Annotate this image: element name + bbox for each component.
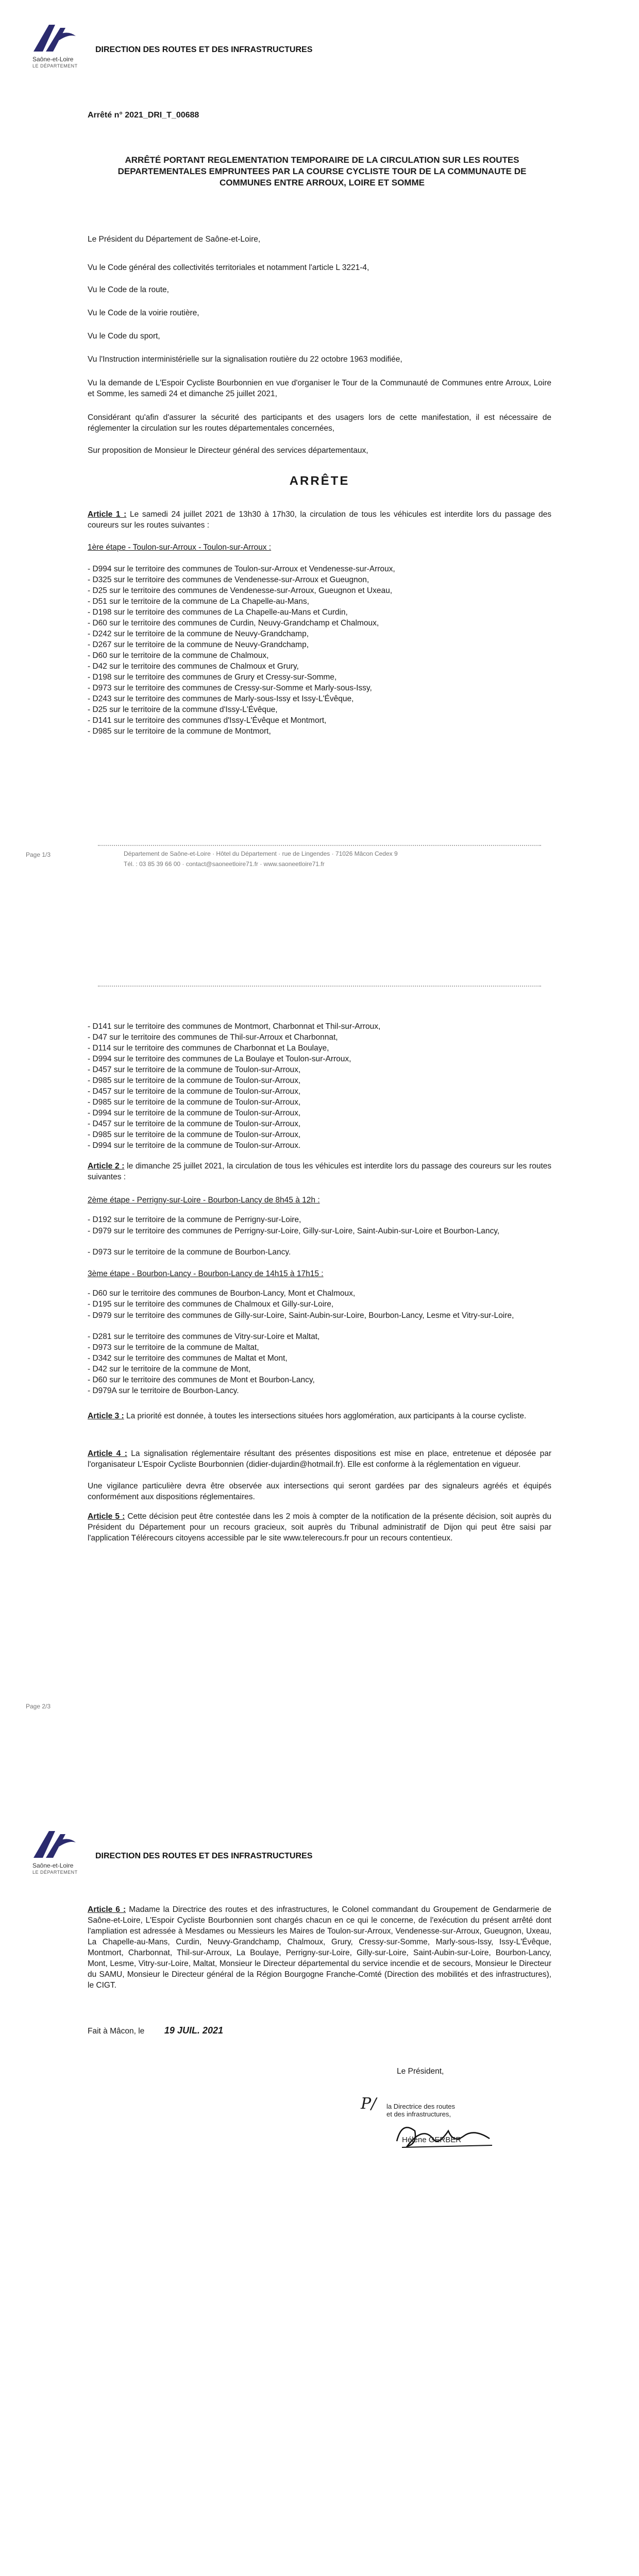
signature-stamp bbox=[386, 2103, 455, 2118]
road-item: - D242 sur le territoire de la commune de Neuvy-Grandchamp, bbox=[88, 630, 309, 638]
page-footer bbox=[26, 1697, 613, 1727]
article-3 bbox=[88, 1411, 551, 1421]
logo-name: Saône-et-Loire bbox=[32, 1862, 74, 1869]
page-header bbox=[28, 21, 611, 77]
logo-department: LE DÉPARTEMENT bbox=[32, 63, 78, 69]
article-3-label: Article 3 : bbox=[88, 1412, 124, 1420]
road-item: - D51 sur le territoire de la commune de La Chapelle-au-Mans, bbox=[88, 597, 309, 606]
road-item: - D60 sur le territoire des communes de Bourbon-Lancy, Mont et Chalmoux, bbox=[88, 1289, 356, 1298]
road-item: - D60 sur le territoire des communes de Mont et Bourbon-Lancy, bbox=[88, 1376, 315, 1384]
fait-a-label: Fait à Mâcon, le bbox=[88, 2027, 145, 2036]
footer-address: Département de Saône-et-Loire · Hôtel du Département · rue de Lingendes · 71026 Mâcon Cedex 9 bbox=[124, 850, 398, 857]
article-1-text: Le samedi 24 juillet 2021 de 13h30 à 17h30, la circulation de tous les véhicules est interdite lors du passage des coureurs sur les routes suivantes : bbox=[88, 510, 552, 530]
arrete-heading: ARRÊTE bbox=[289, 474, 350, 488]
decree-reference: Arrêté n° 2021_DRI_T_00688 bbox=[88, 111, 199, 120]
logo-name: Saône-et-Loire bbox=[32, 56, 74, 63]
road-item: - D195 sur le territoire des communes de Chalmoux et Gilly-sur-Loire, bbox=[88, 1300, 334, 1309]
article-6-text: Madame la Directrice des routes et des infrastructures, le Colonel commandant du Groupement de Gendarmerie de Saône-et-Loire, L'Espoir Cycliste Bourbonnien sont chargés chacun en ce qui le concerne, de l'exécution du présent arrêté dont l'ampliation est adressée à Mesdames ou Messieurs les Maires de Toulon-sur-Arroux, Vendenesse-sur-Arroux, Gueugnon, Uxeau, La Chapelle-au-Mans, Curdin, Neuvy-Grandchamp, Chalmoux, Grury, Cressy-sur-Somme, Marly-sous-Issy, Issy-L'Évêque, Montmort, Charbonnat, Thil-sur-Arroux, La Boulaye, Perrigny-sur-Loire, Gilly-sur-Loire, Saint-Aubin-sur-Loire, Bourbon-Lancy, Mont, Lesme, Vitry-sur-Loire, Maltat, Monsieur le Directeur départemental du service incendie et de secours, Monsieur le Directeur du SAMU, Monsieur le Directeur général de la Région Bourgogne Franche-Comté (Direction des mobilités et des infrastructures), le CIGT. bbox=[88, 1905, 552, 1990]
article-6-label: Article 6 : bbox=[88, 1905, 126, 1914]
per-procuration: P/ bbox=[361, 2095, 377, 2113]
road-item: - D198 sur le territoire des communes de Grury et Cressy-sur-Somme, bbox=[88, 673, 337, 682]
signature-date: 19 JUIL. 2021 bbox=[164, 2025, 223, 2036]
department-title: DIRECTION DES ROUTES ET DES INFRASTRUCTURES bbox=[95, 1852, 313, 1860]
road-item: - D42 sur le territoire des communes de Chalmoux et Grury, bbox=[88, 662, 299, 671]
road-item: - D281 sur le territoire des communes de Vitry-sur-Loire et Maltat, bbox=[88, 1332, 320, 1341]
article-2 bbox=[88, 1161, 551, 1182]
department-title: DIRECTION DES ROUTES ET DES INFRASTRUCTURES bbox=[95, 45, 313, 54]
road-item: - D994 sur le territoire des communes de Toulon-sur-Arroux et Vendenesse-sur-Arroux, bbox=[88, 565, 395, 573]
road-item: - D457 sur le territoire de la commune de Toulon-sur-Arroux, bbox=[88, 1087, 301, 1096]
road-item: - D457 sur le territoire de la commune de Toulon-sur-Arroux, bbox=[88, 1120, 301, 1128]
article-2-label: Article 2 : bbox=[88, 1162, 125, 1171]
proposition-line: Sur proposition de Monsieur le Directeur général des services départementaux, bbox=[88, 446, 368, 455]
road-item: - D979 sur le territoire des communes de Perrigny-sur-Loire, Gilly-sur-Loire, Saint-Aubin-sur-Loire et Bourbon-Lancy, bbox=[88, 1227, 500, 1235]
road-item: - D994 sur le territoire de la commune de Toulon-sur-Arroux, bbox=[88, 1109, 301, 1117]
road-item: - D60 sur le territoire de la commune de Chalmoux, bbox=[88, 651, 269, 660]
article-1 bbox=[88, 509, 551, 531]
road-item: - D42 sur le territoire de la commune de Mont, bbox=[88, 1365, 251, 1374]
logo-department: LE DÉPARTEMENT bbox=[32, 1870, 78, 1875]
road-item: - D973 sur le territoire de la commune de Bourbon-Lancy. bbox=[88, 1248, 291, 1257]
article-4-text-2: Une vigilance particulière devra être observée aux intersections qui seront gardées par des signaleurs agréés et équipés conformément aux dispositions réglementaires. bbox=[88, 1482, 551, 1501]
road-item: - D25 sur le territoire de la commune d'Issy-L'Évêque, bbox=[88, 705, 278, 714]
article-3-text: La priorité est donnée, à toutes les intersections situées hors agglomération, aux participants à la course cycliste. bbox=[124, 1412, 527, 1420]
road-item: - D994 sur le territoire des communes de La Boulaye et Toulon-sur-Arroux, bbox=[88, 1055, 351, 1063]
stamp-line-2: et des infrastructures, bbox=[386, 2110, 451, 2118]
article-6 bbox=[88, 1904, 551, 1991]
article-5-label: Article 5 : bbox=[88, 1512, 125, 1521]
road-item: - D973 sur le territoire de la commune de Maltat, bbox=[88, 1343, 259, 1352]
road-item: - D342 sur le territoire des communes de Maltat et Mont, bbox=[88, 1354, 288, 1363]
road-item: - D985 sur le territoire de la commune de Toulon-sur-Arroux, bbox=[88, 1076, 301, 1085]
fait-a-line bbox=[88, 2025, 223, 2037]
road-item: - D979A sur le territoire de Bourbon-Lancy. bbox=[88, 1386, 239, 1395]
stage-2-title: 2ème étape - Perrigny-sur-Loire - Bourbon-Lancy de 8h45 à 12h : bbox=[88, 1196, 320, 1205]
article-4 bbox=[88, 1448, 551, 1470]
road-item: - D994 sur le territoire de la commune de Toulon-sur-Arroux. bbox=[88, 1141, 301, 1150]
signatory-name: Hélène GERBER bbox=[402, 2136, 462, 2144]
road-item: - D267 sur le territoire de la commune de Neuvy-Grandchamp, bbox=[88, 640, 309, 649]
road-item: - D198 sur le territoire des communes de La Chapelle-au-Mans et Curdin, bbox=[88, 608, 348, 617]
considerant-paragraph: Considérant qu'afin d'assurer la sécurité des participants et des usagers lors de cette manifestation, il est nécessaire de réglementer la circulation sur les routes départementales concernées, bbox=[88, 413, 551, 433]
page-3 bbox=[0, 1806, 639, 2576]
footer-divider bbox=[98, 845, 541, 846]
visa-4: Vu le Code du sport, bbox=[88, 332, 160, 341]
road-item: - D985 sur le territoire de la commune de Montmort, bbox=[88, 727, 271, 736]
article-5 bbox=[88, 1511, 551, 1544]
president-line: Le Président du Département de Saône-et-Loire, bbox=[88, 235, 261, 244]
article-4-label: Article 4 : bbox=[88, 1449, 127, 1458]
road-item: - D60 sur le territoire des communes de Curdin, Neuvy-Grandchamp et Chalmoux, bbox=[88, 619, 379, 628]
page-number: Page 2/3 bbox=[26, 1703, 51, 1710]
le-president: Le Président, bbox=[397, 2067, 444, 2076]
road-item: - D243 sur le territoire des communes de Marly-sous-Issy et Issy-L'Évêque, bbox=[88, 694, 354, 703]
road-item: - D141 sur le territoire des communes d'Issy-L'Évêque et Montmort, bbox=[88, 716, 327, 725]
road-item: - D325 sur le territoire des communes de Vendenesse-sur-Arroux et Gueugnon, bbox=[88, 575, 369, 584]
page-2 bbox=[0, 903, 639, 1806]
road-item: - D192 sur le territoire de la commune de Perrigny-sur-Loire, bbox=[88, 1215, 301, 1224]
road-item: - D47 sur le territoire des communes de Thil-sur-Arroux et Charbonnat, bbox=[88, 1033, 338, 1042]
logo-mark-icon bbox=[28, 1827, 80, 1862]
article-2-text: le dimanche 25 juillet 2021, la circulation de tous les véhicules est interdite lors du passage des coureurs sur les routes suivantes : bbox=[88, 1162, 551, 1181]
department-logo bbox=[28, 21, 90, 72]
article-5-text: Cette décision peut être contestée dans les 2 mois à compter de la notification de la présente décision, soit auprès du Président du Département pour un recours gracieux, soit auprès du Tribunal administratif de Dijon qui peut être saisi par l'application Télérecours citoyens accessible par le site www.telerecours.fr pour un recours contentieux. bbox=[88, 1512, 551, 1543]
logo-mark-icon bbox=[28, 21, 80, 56]
article-4-text: La signalisation réglementaire résultant des présentes dispositions est mise en place, entretenue et déposée par l'organisateur L'Espoir Cycliste Bourbonnien (didier-dujardin@hotmail.fr). Elle est conforme à la réglementation en vigueur. bbox=[88, 1449, 551, 1469]
page-footer bbox=[26, 845, 613, 876]
page-header bbox=[28, 1827, 611, 1884]
stage-3-title: 3ème étape - Bourbon-Lancy - Bourbon-Lancy de 14h15 à 17h15 : bbox=[88, 1269, 324, 1278]
visa-3: Vu le Code de la voirie routière, bbox=[88, 309, 199, 317]
department-logo bbox=[28, 1827, 90, 1878]
visa-2: Vu le Code de la route, bbox=[88, 285, 169, 294]
visa-5: Vu l'Instruction interministérielle sur la signalisation routière du 22 octobre 1963 modifiée, bbox=[88, 355, 402, 364]
visa-1: Vu le Code général des collectivités territoriales et notamment l'article L 3221-4, bbox=[88, 263, 369, 272]
page-1 bbox=[0, 0, 639, 903]
demande-paragraph: Vu la demande de L'Espoir Cycliste Bourbonnien en vue d'organiser le Tour de la Communauté de Communes entre Arroux, Loire et Somme, les samedi 24 et dimanche 25 juillet 2021, bbox=[88, 379, 551, 398]
header-divider bbox=[98, 986, 541, 987]
road-item: - D25 sur le territoire des communes de Vendenesse-sur-Arroux, Gueugnon et Uxeau, bbox=[88, 586, 393, 595]
road-item: - D979 sur le territoire des communes de Gilly-sur-Loire, Saint-Aubin-sur-Loire, Bourbon-Lancy, Lesme et Vitry-sur-Loire, bbox=[88, 1311, 514, 1320]
road-item: - D985 sur le territoire de la commune de Toulon-sur-Arroux, bbox=[88, 1130, 301, 1139]
decree-title: ARRÊTÉ PORTANT REGLEMENTATION TEMPORAIRE DE LA CIRCULATION SUR LES ROUTES DEPARTEMENTALES EMPRUNTEES PAR LA COURSE CYCLISTE TOUR DE LA COMMUNAUTE DE COMMUNES ENTRE ARROUX, LOIRE ET SOMME bbox=[117, 155, 527, 188]
footer-contact: Tél. : 03 85 39 66 00 · contact@saoneetloire71.fr · www.saoneetloire71.fr bbox=[124, 860, 325, 868]
road-item: - D985 sur le territoire de la commune de Toulon-sur-Arroux, bbox=[88, 1098, 301, 1107]
page-number: Page 1/3 bbox=[26, 851, 51, 858]
stage-1-title: 1ère étape - Toulon-sur-Arroux - Toulon-sur-Arroux : bbox=[88, 543, 272, 552]
road-item: - D114 sur le territoire des communes de Charbonnat et La Boulaye, bbox=[88, 1044, 329, 1053]
stamp-line-1: la Directrice des routes bbox=[386, 2103, 455, 2110]
road-item: - D457 sur le territoire de la commune de Toulon-sur-Arroux, bbox=[88, 1065, 301, 1074]
article-1-label: Article 1 : bbox=[88, 510, 127, 519]
road-item: - D141 sur le territoire des communes de Montmort, Charbonnat et Thil-sur-Arroux, bbox=[88, 1022, 381, 1031]
road-item: - D973 sur le territoire des communes de Cressy-sur-Somme et Marly-sous-Issy, bbox=[88, 684, 372, 692]
